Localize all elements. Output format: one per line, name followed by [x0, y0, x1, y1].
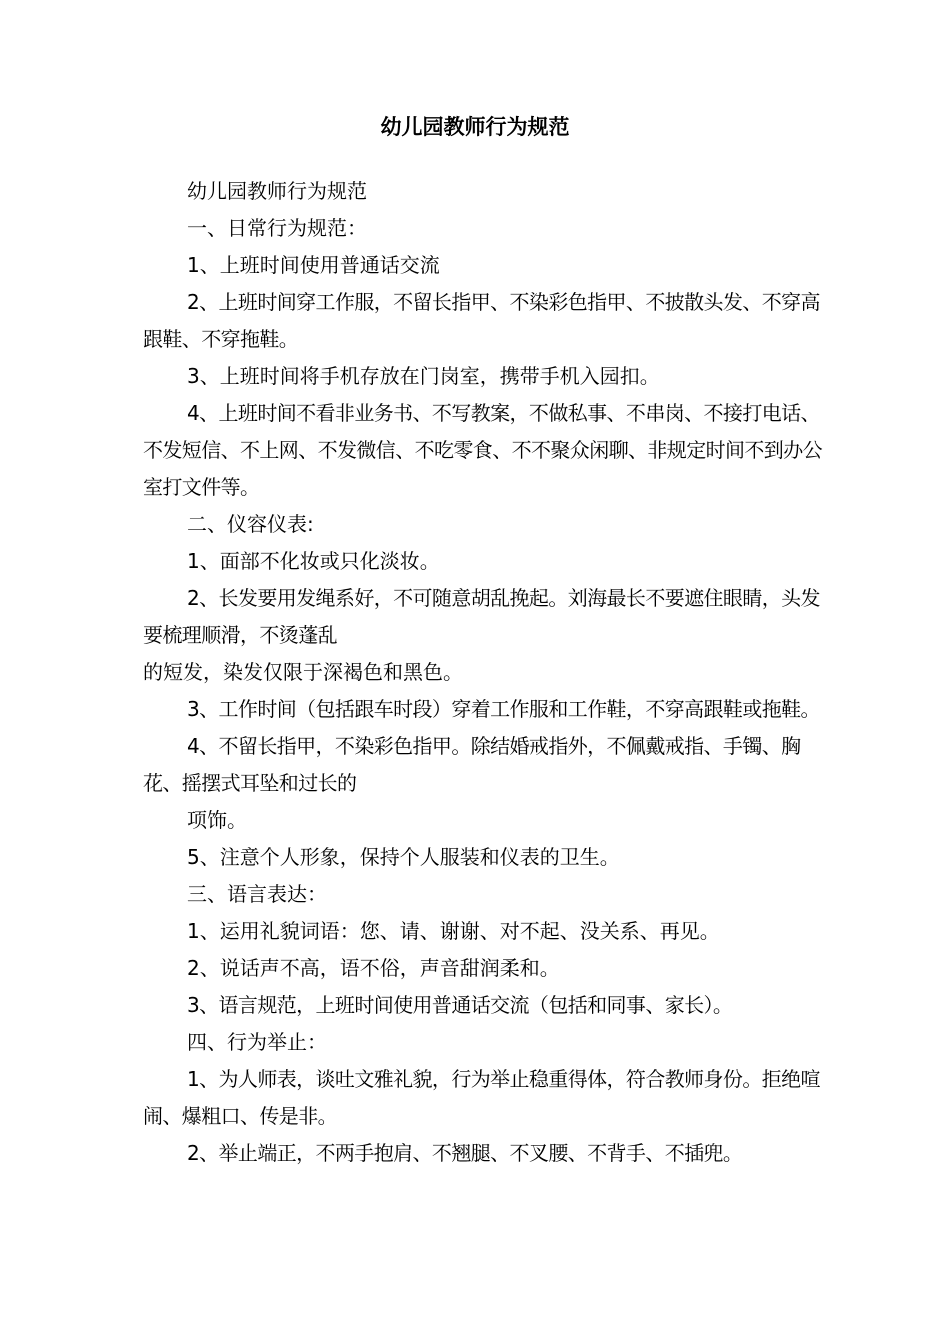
paragraph-item: 2、举止端正，不两手抱肩、不翘腿、不叉腰、不背手、不插兜。: [187, 1141, 743, 1165]
paragraph-item: 3、上班时间将手机存放在门岗室，携带手机入园扣。: [187, 364, 660, 388]
paragraph-item: 2、长发要用发绳系好，不可随意胡乱挽起。刘海最长不要遮住眼睛，头发要梳理顺滑，不烫蓬乱: [143, 586, 820, 647]
section-heading-daily-conduct: 一、日常行为规范：: [187, 216, 367, 240]
section-heading-language: 三、语言表达：: [187, 882, 327, 906]
paragraph-item: 2、说话声不高，语不俗，声音甜润柔和。: [187, 956, 560, 980]
paragraph-continuation: 项饰。: [187, 808, 247, 832]
paragraph-subtitle: 幼儿园教师行为规范: [187, 179, 367, 203]
paragraph-item: 1、上班时间使用普通话交流: [187, 253, 440, 277]
paragraph-item: 3、语言规范，上班时间使用普通话交流（包括和同事、家长）。: [187, 993, 733, 1017]
paragraph-item: 1、运用礼貌词语：您、请、谢谢、对不起、没关系、再见。: [187, 919, 720, 943]
section-heading-behavior: 四、行为举止：: [187, 1030, 327, 1054]
paragraph-item: 2、上班时间穿工作服，不留长指甲、不染彩色指甲、不披散头发、不穿高跟鞋、不穿拖鞋。: [143, 290, 820, 351]
paragraph-item: 4、上班时间不看非业务书、不写教案，不做私事、不串岗、不接打电话、不发短信、不上网、不发微信、不吃零食、不不聚众闲聊、非规定时间不到办公室打文件等。: [143, 401, 822, 499]
paragraph-item: 1、面部不化妆或只化淡妆。: [187, 549, 440, 573]
paragraph-continuation: 的短发，染发仅限于深褐色和黑色。: [143, 660, 463, 684]
paragraph-item: 3、工作时间（包括跟车时段）穿着工作服和工作鞋，不穿高跟鞋或拖鞋。: [187, 697, 820, 721]
paragraph-item: 1、为人师表，谈吐文雅礼貌，行为举止稳重得体，符合教师身份。拒绝喧闹、爆粗口、传是非。: [143, 1067, 820, 1128]
section-heading-appearance: 二、仪容仪表:: [187, 512, 314, 536]
paragraph-item: 4、不留长指甲，不染彩色指甲。除结婚戒指外，不佩戴戒指、手镯、胸花、摇摆式耳坠和过长的: [143, 734, 801, 795]
document-title: 幼儿园教师行为规范: [380, 115, 570, 139]
paragraph-item: 5、注意个人形象，保持个人服装和仪表的卫生。: [187, 845, 620, 869]
document-body: [143, 173, 825, 1172]
